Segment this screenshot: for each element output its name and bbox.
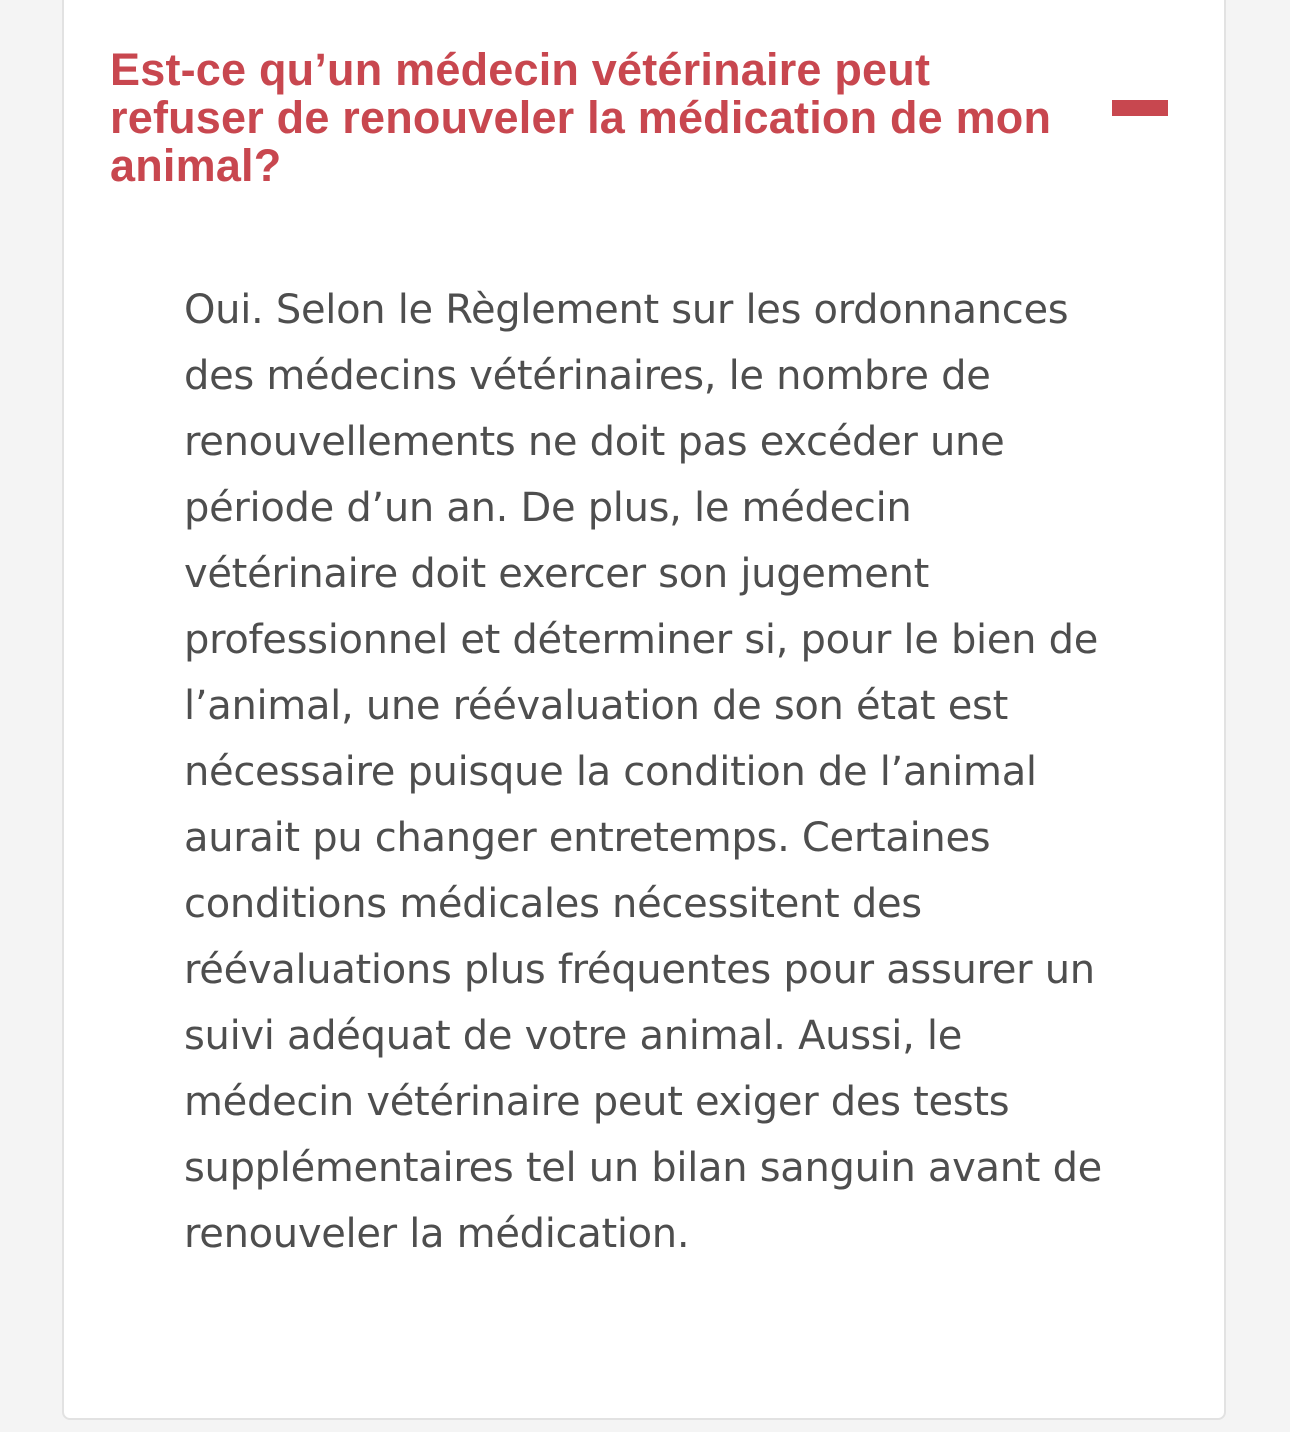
faq-answer-text: Oui. Selon le Règlement sur les ordonnances des médecins vétérinaires, le nombre de renouvellements ne doit pas excéder une période d’un an. De plus, le médecin vétérinaire doit exercer son jugement professionnel et déterminer si, pour le bien de l’animal, une réévaluation de son état est nécessaire puisque la condition de l’animal aurait pu changer entretemps. Certaines conditions médicales nécessitent des réévaluations plus fréquentes pour assurer un suivi adéquat de votre animal. Aussi, le médecin vétérinaire peut exiger des tests supplémentaires tel un bilan sanguin avant de renouveler la médication. [184, 287, 1102, 1257]
minus-icon [1112, 100, 1168, 116]
faq-question-title[interactable]: Est-ce qu’un médecin vétérinaire peut refuser de renouveler la médication de mon animal? [110, 44, 1052, 191]
faq-accordion-item [62, 0, 1226, 1420]
collapse-toggle-button[interactable] [1112, 100, 1168, 116]
faq-item-header[interactable] [110, 46, 1174, 196]
